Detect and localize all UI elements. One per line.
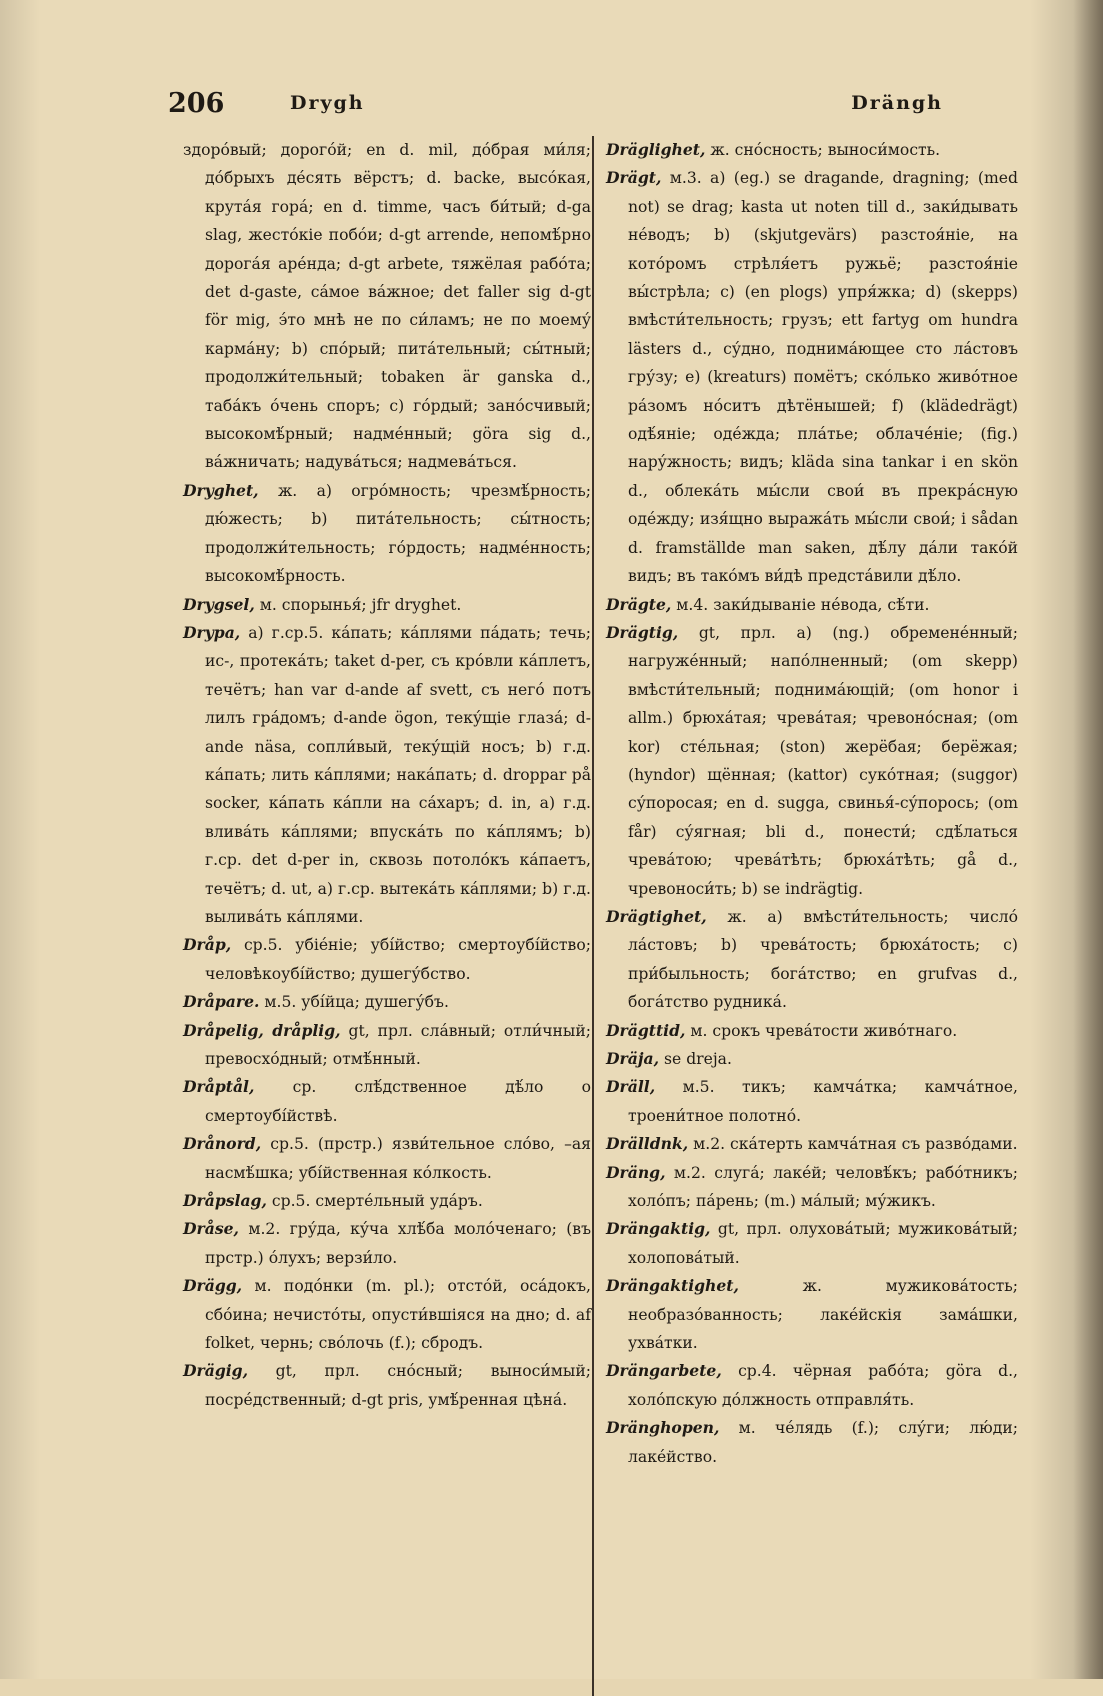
headword: Drälldnk, — [606, 1134, 689, 1154]
dictionary-entry: Drängaktig, gt, прл. олухова́тый; мужикова́тый; холопова́тый. — [606, 1219, 1018, 1267]
dictionary-entry: Drägt, м.3. a) (eg.) se dragande, dragning; (med not) se drag; kasta ut noten till d., заки́дывать не́водъ; b) (skjutgevärs) разстоя́ніе, на кото́ромъ стрѣля́етъ ружьё; разстоя́ніе вы́стрѣла; c) (en plogs) упря́жка; d) (skepps) вмѣсти́тельность; грузъ; ett fartyg om hundra lästers d., су́дно, поднима́ющее сто ла́стовъ гру́зу; e) (kreaturs) помётъ; ско́лько живо́тное ра́зомъ но́ситъ дѣтёнышей; f) (klädedrägt) одѣ́яніе; оде́жда; пла́тье; облаче́ніе; (fig.) нару́жность; видъ; kläda sina tankar i en skön d., облека́ть мы́сли свои́ въ прекра́сную оде́жду; изя́щно выража́ть мы́сли свои́; i sådan d. framställde man saken, дѣ́лу да́ли тако́й видъ; въ тако́мъ ви́дѣ предста́вили дѣ́ло. — [606, 168, 1018, 586]
dictionary-entry: здоро́вый; дорого́й; en d. mil, до́брая ми́ля; до́брыхъ де́сять вёрстъ; d. backe, высо́кая, крута́я гора́; en d. timme, часъ би́тый; d-ga slag, жесто́кіе побо́и; d-gt arrende, непомѣ́рно дорога́я аре́нда; d-gt arbete, тяжёлая рабо́та; det d-gaste, са́мое ва́жное; det faller sig d-gt för mig, э́то мнѣ не по си́ламъ; не по моему́ карма́ну; b) спо́рый; пита́тельный; сы́тный; продолжи́тельный; tobaken är ganska d., таба́къ о́чень споръ; c) го́рдый; зано́счивый; высокомѣ́рный; надме́нный; göra sig d., ва́жничать; надува́ться; надмева́ться. — [183, 141, 591, 472]
headword: Dryghet, — [183, 480, 259, 500]
dictionary-entry: Drägtig, gt, прл. a) (ng.) обремене́нный; нагруже́нный; напо́лненный; (om skepp) вмѣсти́тельный; поднима́ющій; (om honor i allm.) брюха́тая; чрева́тая; чревоно́сная; (om kor) сте́льная; (ston) жерёбая; берёжая; (hyndor) щённая; (kattor) суко́тная; (suggor) су́поросая; en d. sugga, свинья́-су́порось; (om får) су́ягная; bli d., понести́; сдѣ́латься чрева́тою; чрева́тѣть; брюха́тѣть; gå d., чревоноси́ть; b) se indrägtig. — [606, 622, 1018, 898]
dictionary-entry: Drägttid, м. срокъ чрева́тости живо́тнаго. — [606, 1020, 958, 1040]
guide-word-left: Drygh — [290, 92, 365, 114]
dictionary-entry: Dräglighet, ж. сно́сность; выноси́мость. — [606, 140, 941, 159]
page-number: 206 — [168, 88, 225, 119]
dictionary-entry: Drägtighet, ж. a) вмѣсти́тельность; число́ ла́стовъ; b) чрева́тость; брюха́тость; c) при́быльность; бога́тство; en grufvas d., бога́тство рудника́. — [606, 906, 1018, 1012]
page-header — [168, 88, 943, 128]
dictionary-entry: Drängarbete, ср.4. чёрная рабо́та; göra d., холо́пскую до́лжность отправля́ть. — [606, 1361, 1018, 1409]
headword: Drägtighet, — [606, 906, 707, 926]
headword: Drängarbete, — [606, 1361, 722, 1381]
headword: Drägtig, — [606, 622, 679, 642]
headword: Dråpelig, dråplig, — [183, 1020, 341, 1040]
headword: Dråpare. — [183, 992, 260, 1012]
dictionary-entry: Drägg, м. подо́нки (m. pl.); отсто́й, оса́докъ, сбо́ина; нечисто́ты, опусти́вшіяся на дно; d. af folket, чернь; сво́лочь (f.); сбродъ. — [183, 1276, 591, 1353]
headword: Dråpslag, — [183, 1191, 267, 1211]
dictionary-entry: Drälldnk, м.2. ска́терть камча́тная съ разво́дами. — [606, 1134, 1018, 1154]
dictionary-entry: Drypa, a) г.ср.5. ка́пать; ка́плями па́дать; течь; ис-, протека́ть; taket d-per, съ кро́вли ка́плетъ, течётъ; han var d-ande af svett, съ него́ потъ лилъ гра́домъ; d-ande ögon, теку́щіе глаза́; d-ande näsa, сопли́вый, теку́щій носъ; b) г.д. ка́пать; лить ка́плями; нака́пать; d. droppar på socker, ка́пать ка́пли на са́харъ; d. in, a) г.д. влива́ть ка́плями; впуска́ть по ка́плямъ; b) г.ср. det d-per in, сквозь потоло́къ ка́паетъ, течётъ; d. ut, a) г.ср. вытека́ть ка́плями; b) г.д. вылива́ть ка́плями. — [183, 622, 592, 926]
headword: Dränghopen, — [606, 1418, 720, 1438]
guide-word-right: Drängh — [851, 92, 943, 114]
dictionary-entry: Dråse, м.2. гру́да, ку́ча хлѣ́ба моло́ченаго; (въ прстр.) о́лухъ; верзи́ло. — [183, 1219, 591, 1267]
headword: Drägt, — [606, 168, 662, 188]
dictionary-entry: Dråpare. м.5. убі́йца; душегу́бъ. — [183, 992, 449, 1012]
headword: Dräglighet, — [606, 140, 706, 159]
dictionary-entry: Dräll, м.5. тикъ; камча́тка; камча́тное, троени́тное полотно́. — [606, 1077, 1018, 1125]
dictionary-entry: Drägte, м.4. заки́дываніе не́вода, сѣ́ти. — [606, 594, 930, 614]
dictionary-entry: Drängaktighet, ж. мужикова́тость; необразо́ванность; лаке́йскія зама́шки, ухва́тки. — [606, 1276, 1018, 1353]
headword: Drägttid, — [606, 1020, 686, 1040]
dictionary-entry: Dränghopen, м. че́лядь (f.); слу́ги; лю́ди; лаке́йство. — [606, 1418, 1018, 1466]
headword: Drägg, — [183, 1276, 243, 1296]
headword: Drägig, — [183, 1361, 249, 1381]
headword: Dräll, — [606, 1077, 656, 1097]
dictionary-entry: Drygsel, м. спорынья́; jfr dryghet. — [183, 594, 462, 614]
dictionary-entry: Dråpelig, dråplig, gt, прл. сла́вный; отли́чный; превосхо́дный; отмѣ́нный. — [183, 1020, 591, 1068]
dictionary-entry: Dråp, ср.5. убіе́ніе; убі́йство; смертоубі́йство; человѣкоубі́йство; душегу́бство. — [183, 935, 591, 983]
left-column — [183, 136, 591, 1414]
headword: Dräng, — [606, 1162, 666, 1182]
column-divider — [592, 136, 594, 1696]
headword: Drägte, — [606, 594, 672, 614]
headword: Dråse, — [183, 1219, 239, 1239]
dictionary-entry: Drånord, ср.5. (прстр.) язви́тельное сло́во, –ая насмѣ́шка; убі́йственная ко́лкость. — [183, 1134, 591, 1182]
headword: Drängaktighet, — [606, 1276, 739, 1296]
headword: Drygsel, — [183, 594, 255, 614]
headword: Dräja, — [606, 1049, 660, 1068]
headword: Dråptål, — [183, 1077, 255, 1097]
headword: Drängaktig, — [606, 1219, 711, 1239]
right-column — [606, 136, 1018, 1471]
headword: Drypa, — [183, 622, 241, 642]
headword: Drånord, — [183, 1134, 262, 1154]
dictionary-entry: Dräja, se dreja. — [606, 1049, 732, 1068]
book-spine-shadow — [1073, 0, 1103, 1679]
headword: Dråp, — [183, 935, 232, 955]
dictionary-entry: Dråptål, ср. слѣ́дственное дѣ́ло о смертоубі́йствѣ. — [183, 1077, 591, 1125]
dictionary-entry: Dryghet, ж. a) огро́мность; чрезмѣ́рность; дю́жесть; b) пита́тельность; сы́тность; продолжи́тельность; го́рдость; надме́нность; высокомѣ́рность. — [183, 480, 591, 586]
dictionary-entry: Drägig, gt, прл. сно́сный; выноси́мый; посре́дственный; d-gt pris, умѣ́ренная цѣна́. — [183, 1361, 591, 1409]
dictionary-entry: Dräng, м.2. слуга́; лаке́й; человѣ́къ; рабо́тникъ; холо́пъ; па́рень; (m.) ма́лый; му́жикъ. — [606, 1162, 1018, 1211]
dictionary-entry: Dråpslag, ср.5. смерте́льный уда́ръ. — [183, 1191, 483, 1211]
